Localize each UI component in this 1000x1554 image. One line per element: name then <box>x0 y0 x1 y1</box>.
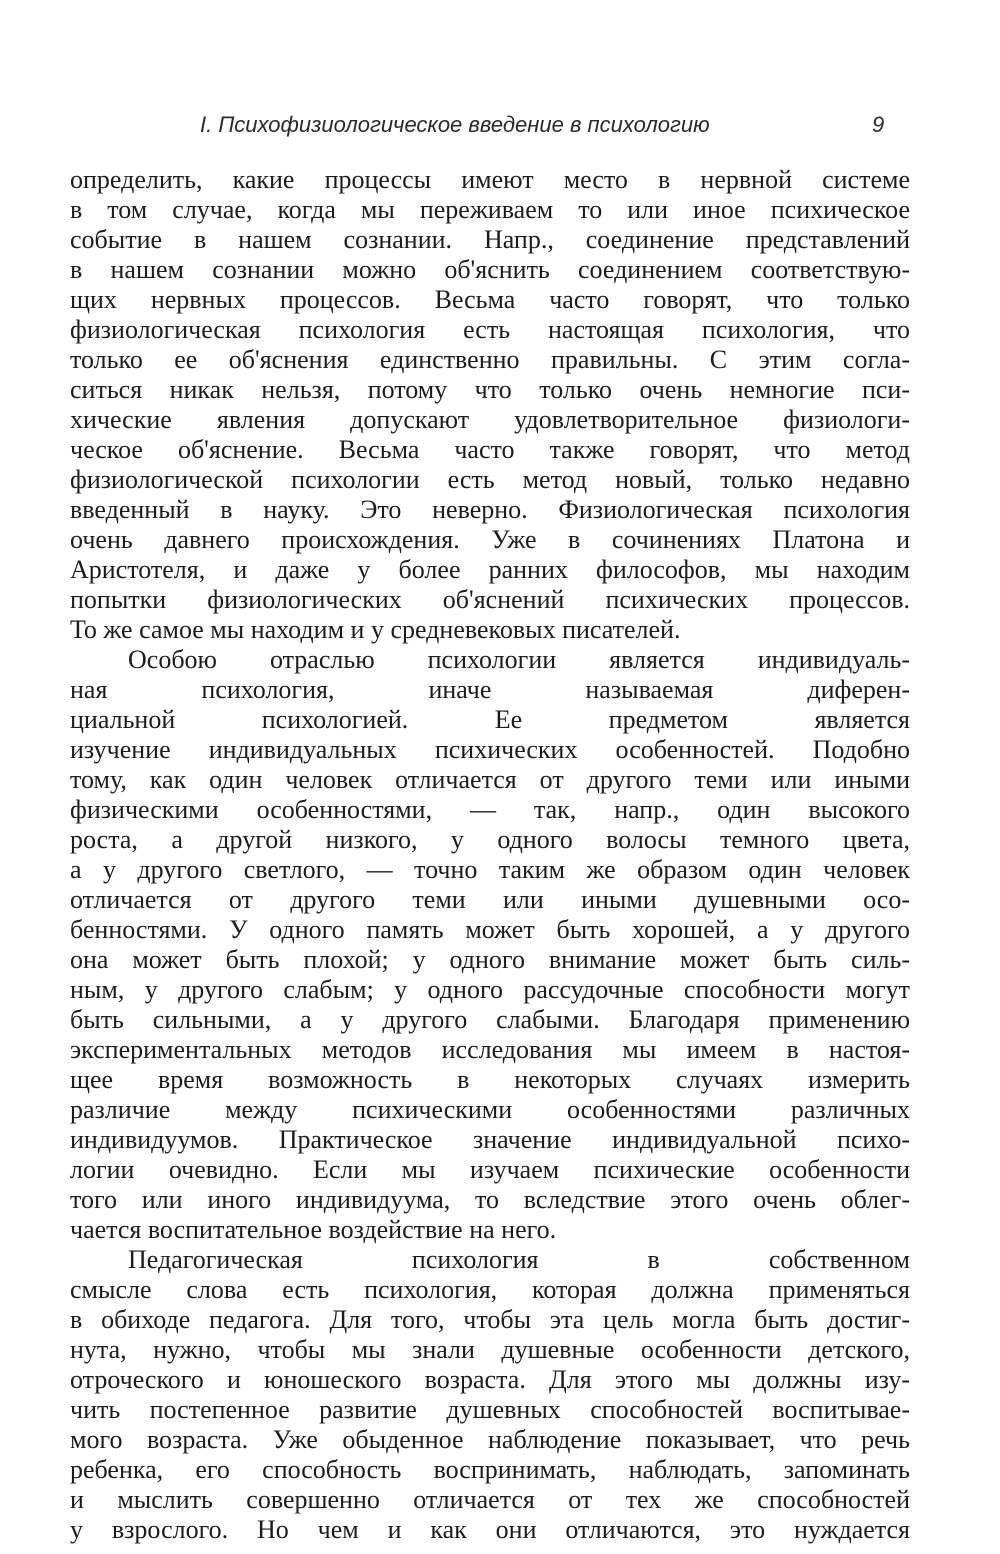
text-line: щее время возможность в некоторых случаях измерить <box>70 1065 910 1094</box>
text-line: физиологической психологии есть метод новый, только недавно <box>70 465 910 494</box>
text-line: ным, у другого слабым; у одного рассудочные способности могут <box>70 975 910 1004</box>
text-line: ребенка, его способность воспринимать, наблюдать, запоминать <box>70 1455 910 1484</box>
text-line: изучение индивидуальных психических особенностей. Подобно <box>70 735 910 764</box>
text-line: смысле слова есть психология, которая должна применяться <box>70 1275 910 1304</box>
text-line: Педагогическая психология в собственном <box>128 1245 910 1274</box>
running-head-title: I. Психофизиологическое введение в психологию <box>200 112 710 137</box>
text-line: попытки физиологических об'яснений психических процессов. <box>70 585 910 614</box>
text-line: индивидуумов. Практическое значение индивидуальной психо- <box>70 1125 910 1154</box>
text-line: чить постепенное развитие душевных способностей воспитывае- <box>70 1395 910 1424</box>
text-line: определить, какие процессы имеют место в нервной системе <box>70 165 910 194</box>
text-line: бенностями. У одного память может быть хорошей, а у другого <box>70 915 910 944</box>
text-line: ситься никак нельзя, потому что только очень немногие пси- <box>70 375 910 404</box>
text-line: и мыслить совершенно отличается от тех же способностей <box>70 1485 910 1514</box>
text-line: очень давнего происхождения. Уже в сочинениях Платона и <box>70 525 910 554</box>
text-line: чается воспитательное воздействие на него. <box>70 1215 557 1244</box>
text-line: щих нервных процессов. Весьма часто говорят, что только <box>70 285 910 314</box>
text-line: а у другого светлого, — точно таким же образом один человек <box>70 855 910 884</box>
text-line: нута, нужно, чтобы мы знали душевные особенности детского, <box>70 1335 910 1364</box>
text-line: роста, а другой низкого, у одного волосы темного цвета, <box>70 825 910 854</box>
text-line: событие в нашем сознании. Напр., соединение представлений <box>70 225 910 254</box>
text-line: она может быть плохой; у одного внимание может быть силь- <box>70 945 910 974</box>
text-line: ческое об'яснение. Весьма часто также говорят, что метод <box>70 435 910 464</box>
text-line: То же самое мы находим и у средневековых писателей. <box>70 615 681 644</box>
text-line: тому, как один человек отличается от другого теми или иными <box>70 765 910 794</box>
text-line: мого возраста. Уже обыденное наблюдение показывает, что речь <box>70 1425 910 1454</box>
page-number: 9 <box>872 112 885 137</box>
text-line: быть сильными, а у другого слабыми. Благодаря применению <box>70 1005 910 1034</box>
text-line: циальной психологией. Ее предметом является <box>70 705 910 734</box>
text-line: только ее об'яснения единственно правильны. С этим согла- <box>70 345 910 374</box>
text-line: физическими особенностями, — так, напр., один высокого <box>70 795 910 824</box>
body-text <box>70 165 910 1545</box>
text-line: Особою отраслью психологии является индивидуаль- <box>128 645 910 674</box>
text-line: ная психология, иначе называемая диферен- <box>70 675 910 704</box>
text-line: Аристотеля, и даже у более ранних философов, мы находим <box>70 555 910 584</box>
text-line: хические явления допускают удовлетворительное физиологи- <box>70 405 910 434</box>
text-line: того или иного индивидуума, то вследствие этого очень облег- <box>70 1185 910 1214</box>
text-line: различие между психическими особенностями различных <box>70 1095 910 1124</box>
text-line: отличается от другого теми или иными душевными осо- <box>70 885 910 914</box>
text-line: логии очевидно. Если мы изучаем психические особенности <box>70 1155 910 1184</box>
text-line: отроческого и юношеского возраста. Для этого мы должны изу- <box>70 1365 910 1394</box>
text-line: экспериментальных методов исследования мы имеем в настоя- <box>70 1035 910 1064</box>
text-line: введенный в науку. Это неверно. Физиологическая психология <box>70 495 910 524</box>
text-line: в том случае, когда мы переживаем то или иное психическое <box>70 195 910 224</box>
text-line: в нашем сознании можно об'яснить соединением соответствую- <box>70 255 910 284</box>
text-line: в обиходе педагога. Для того, чтобы эта цель могла быть достиг- <box>70 1305 910 1334</box>
text-line: физиологическая психология есть настоящая психология, что <box>70 315 910 344</box>
text-line: у взрослого. Но чем и как они отличаются, это нуждается <box>70 1515 910 1544</box>
